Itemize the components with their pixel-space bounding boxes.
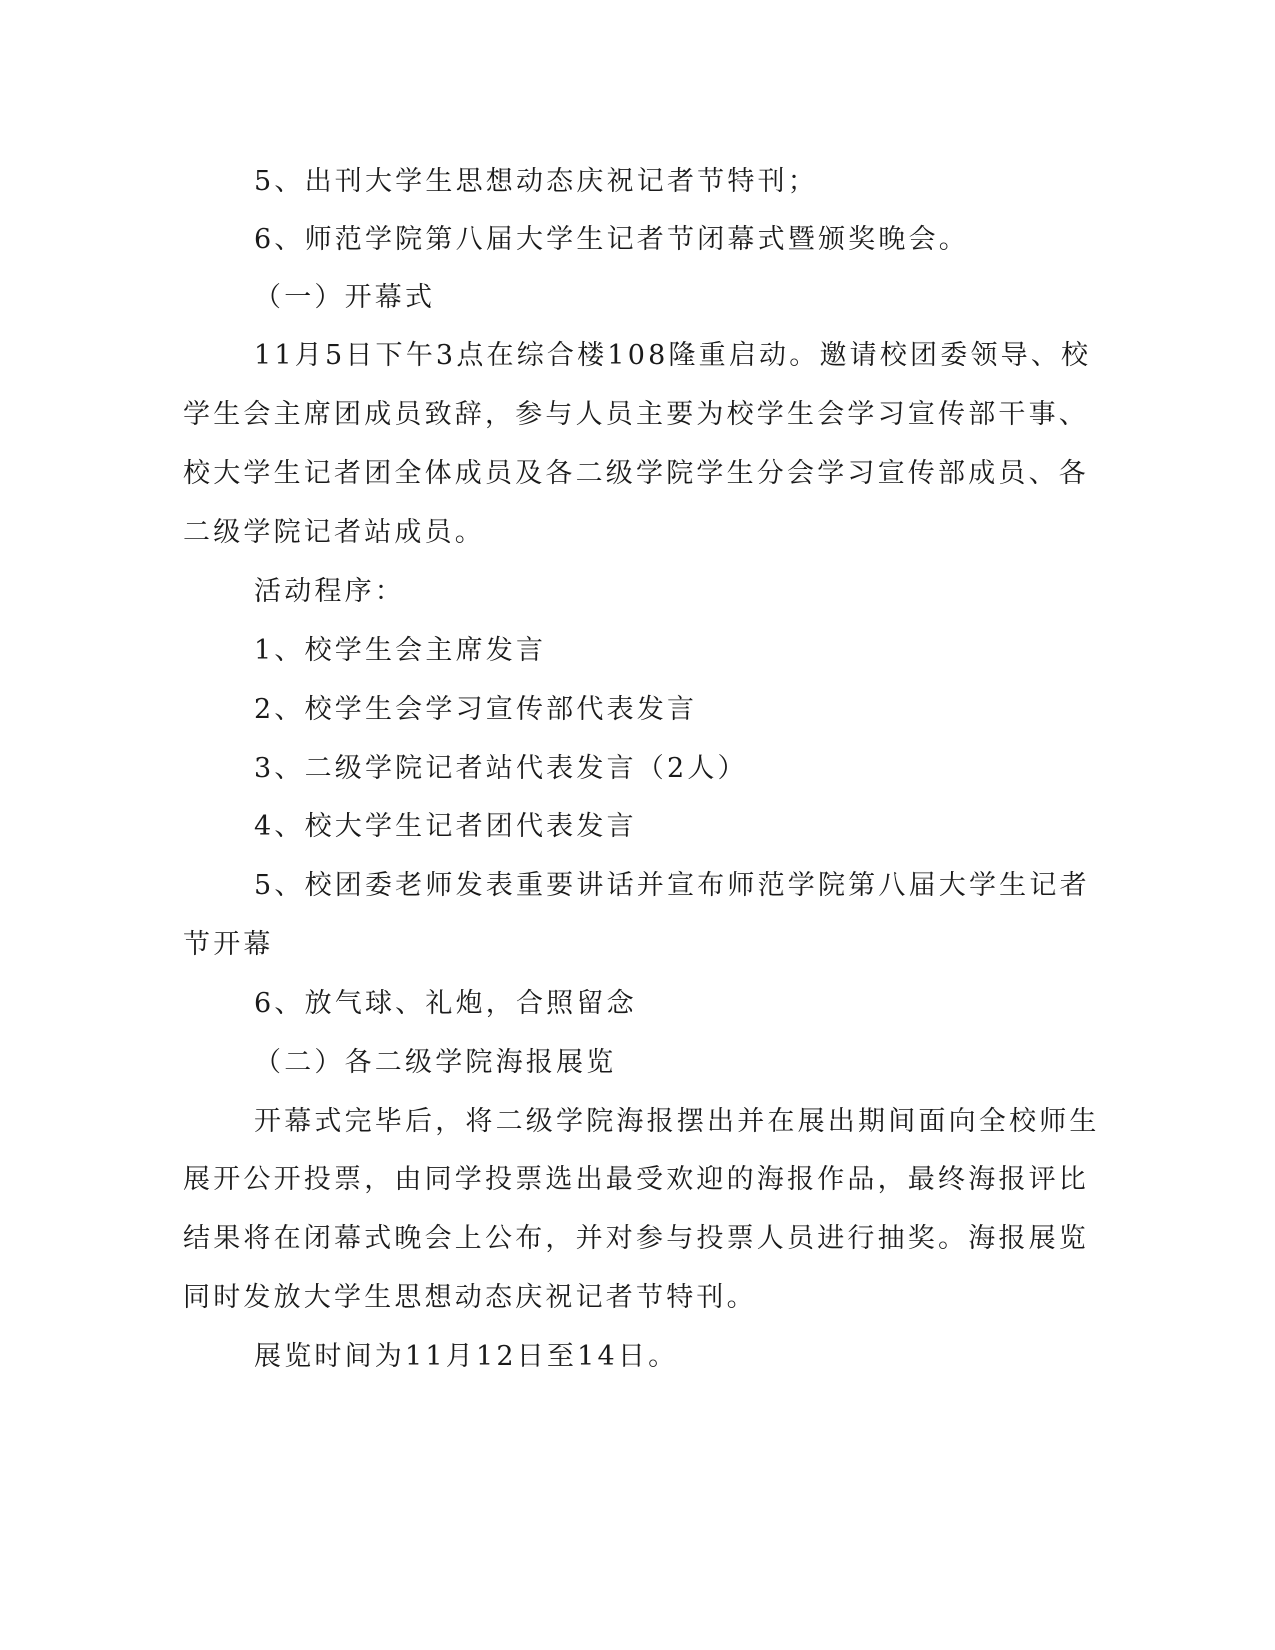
paragraph-line: 二级学院记者站成员。 (183, 517, 485, 548)
program-item-3: 3、二级学院记者站代表发言（2人） (254, 753, 748, 784)
program-item-5-continued: 节开幕 (183, 929, 274, 960)
paragraph-line: 同时发放大学生思想动态庆祝记者节特刊。 (183, 1282, 757, 1313)
section-heading-opening: （一）开幕式 (254, 282, 436, 313)
program-label: 活动程序： (254, 576, 405, 607)
section-heading-poster-exhibition: （二）各二级学院海报展览 (254, 1047, 617, 1078)
paragraph-line: 开幕式完毕后，将二级学院海报摆出并在展出期间面向全校师生 (254, 1106, 1100, 1137)
list-item-5-special-issue: 5、出刊大学生思想动态庆祝记者节特刊； (254, 166, 818, 197)
program-item-4: 4、校大学生记者团代表发言 (254, 811, 637, 842)
paragraph-line: 学生会主席团成员致辞，参与人员主要为校学生会学习宣传部干事、 (183, 399, 1089, 430)
program-item-2: 2、校学生会学习宣传部代表发言 (254, 694, 698, 725)
program-item-5: 5、校团委老师发表重要讲话并宣布师范学院第八届大学生记者 (254, 870, 1090, 901)
list-item-6-closing-ceremony: 6、师范学院第八届大学生记者节闭幕式暨颁奖晚会。 (254, 224, 969, 255)
program-item-6: 6、放气球、礼炮，合照留念 (254, 988, 637, 1019)
paragraph-line: 结果将在闭幕式晚会上公布，并对参与投票人员进行抽奖。海报展览 (183, 1223, 1089, 1254)
paragraph-line: 展开公开投票，由同学投票选出最受欢迎的海报作品，最终海报评比 (183, 1164, 1089, 1195)
exhibition-time: 展览时间为11月12日至14日。 (254, 1341, 679, 1372)
paragraph-line: 校大学生记者团全体成员及各二级学院学生分会学习宣传部成员、各 (183, 458, 1089, 489)
paragraph-line: 11月5日下午3点在综合楼108隆重启动。邀请校团委领导、校 (254, 340, 1092, 371)
program-item-1: 1、校学生会主席发言 (254, 635, 547, 666)
